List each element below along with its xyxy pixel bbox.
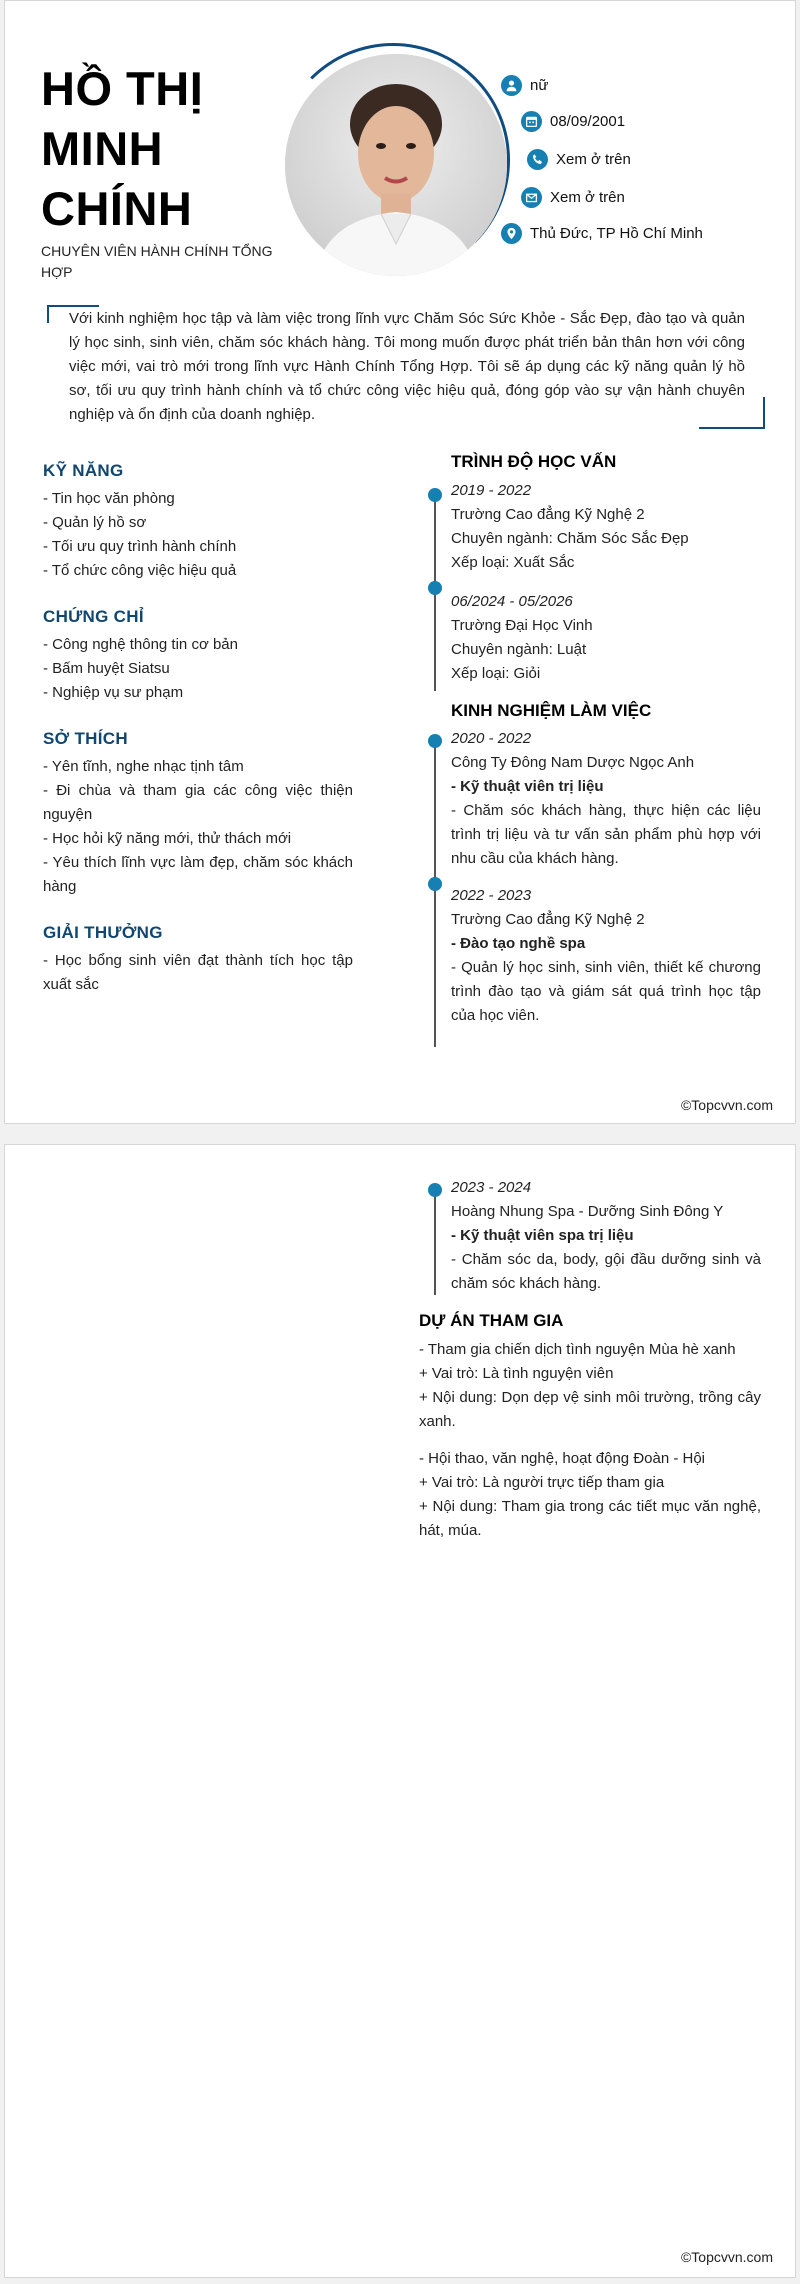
list-item: - Tối ưu quy trình hành chính [43,538,237,555]
contact-birthday [521,111,625,132]
timeline-dot [428,581,442,595]
cv-page-1 [4,0,796,1124]
entry-company: Hoàng Nhung Spa - Dưỡng Sinh Đông Y [451,1203,724,1220]
list-item: - Học bổng sinh viên đạt thành tích học tập xuất sắc [43,952,353,993]
email-icon [521,187,542,208]
experience-entry-1 [451,727,761,871]
list-item: - Nghiệp vụ sư phạm [43,684,184,701]
entry-description: - Chăm sóc khách hàng, thực hiện các liệu trình trị liệu và tư vấn sản phẩm phù hợp với nhu cầu của khách hàng. [451,802,761,867]
entry-date: 2019 - 2022 [451,482,532,499]
entry-grade: Xếp loại: Giỏi [451,665,541,682]
contact-address [501,223,703,244]
name-line-1: HỒ THỊ [41,62,204,115]
contact-phone [527,149,631,170]
entry-date: 2022 - 2023 [451,887,532,904]
list-item: - Yêu thích lĩnh vực làm đẹp, chăm sóc khách hàng [43,854,353,895]
entry-date: 06/2024 - 05/2026 [451,593,573,610]
cv-page-2 [4,1144,796,2278]
project-content: + Nội dung: Tham gia trong các tiết mục văn nghệ, hát, múa. [419,1498,761,1539]
footer-brand: ©Topcvvn.com [680,1097,773,1113]
project-entry-2 [419,1447,761,1543]
phone-value: Xem ở trên [556,151,631,168]
entry-role: - Kỹ thuật viên spa trị liệu [451,1227,634,1244]
location-icon [501,223,522,244]
skills-heading: KỸ NĂNG [43,461,124,480]
entry-school: Trường Cao đẳng Kỹ Nghệ 2 [451,506,645,523]
summary-section [47,305,765,429]
education-entry-2 [451,590,761,686]
timeline-dot [428,734,442,748]
job-title: CHUYÊN VIÊN HÀNH CHÍNH TỔNG HỢP [41,243,273,280]
entry-date: 2023 - 2024 [451,1179,532,1196]
email-value: Xem ở trên [550,189,625,206]
entry-description: - Chăm sóc da, body, gội đầu dưỡng sinh và chăm sóc khách hàng. [451,1251,761,1292]
name-line-3: CHÍNH [41,182,193,235]
full-name [41,59,281,239]
experience-timeline-line [434,1187,436,1295]
awards-section [43,923,353,997]
education-entry-1 [451,479,761,575]
entry-school: Trường Đại Học Vinh [451,617,593,634]
experience-entry-2 [451,884,761,1028]
avatar [285,54,507,276]
list-item: - Quản lý hồ sơ [43,514,147,531]
project-role: + Vai trò: Là tình nguyện viên [419,1365,614,1382]
entry-role: - Đào tạo nghề spa [451,935,586,952]
list-item: - Tổ chức công việc hiệu quả [43,562,237,579]
certificates-heading: CHỨNG CHỈ [43,607,144,626]
awards-heading: GIẢI THƯỞNG [43,923,163,942]
entry-role: - Kỹ thuật viên trị liệu [451,778,604,795]
birthday-value: 08/09/2001 [550,113,626,130]
project-name: - Hội thao, văn nghệ, hoạt động Đoàn - Hội [419,1450,706,1467]
name-line-2: MINH [41,122,164,175]
project-content: + Nội dung: Dọn dẹp vệ sinh môi trường, trồng cây xanh. [419,1389,761,1430]
entry-company: Trường Cao đẳng Kỹ Nghệ 2 [451,911,645,928]
calendar-icon [521,111,542,132]
entry-date: 2020 - 2022 [451,730,532,747]
entry-description: - Quản lý học sinh, sinh viên, thiết kế chương trình đào tạo và giám sát quá trình học tập của học viên. [451,959,761,1024]
entry-grade: Xếp loại: Xuất Sắc [451,554,575,571]
list-item: - Yên tĩnh, nghe nhạc tịnh tâm [43,758,244,775]
list-item: - Học hỏi kỹ năng mới, thử thách mới [43,830,292,847]
hobbies-heading: SỞ THÍCH [43,729,128,748]
list-item: - Bấm huyệt Siatsu [43,660,170,677]
timeline-dot [428,1183,442,1197]
project-entry-1 [419,1338,761,1434]
experience-entry-3 [451,1176,761,1296]
user-icon [501,75,522,96]
certificates-section [43,607,353,705]
timeline-dot [428,877,442,891]
list-item: - Tin học văn phòng [43,490,175,507]
skills-section [43,461,353,583]
entry-company: Công Ty Đông Nam Dược Ngọc Anh [451,754,695,771]
project-name: - Tham gia chiến dịch tình nguyện Mùa hè xanh [419,1341,736,1358]
timeline-dot [428,488,442,502]
gender-value: nữ [530,77,549,94]
contact-email [521,187,625,208]
summary-text: Với kinh nghiệm học tập và làm việc trong lĩnh vực Chăm Sóc Sức Khỏe - Sắc Đẹp, đào tạo và quản lý học sinh, sinh viên, chăm sóc khách hàng. Tôi mong muốn được phát triển bản thân hơn với công việc mới, vai trò mới trong lĩnh vực Hành Chính Tổng Hợp. Tôi sẽ áp dụng các kỹ năng quản lý hồ sơ, tối ưu quy trình hành chính và tổ chức công việc hiệu quả, đóng góp vào sự vận hành chuyên nghiệp và ổn định của doanh nghiệp. [69,310,745,423]
experience-heading: KINH NGHIỆM LÀM VIỆC [451,701,652,720]
experience-timeline-line [434,741,436,1047]
entry-major: Chuyên ngành: Luật [451,641,587,658]
list-item: - Đi chùa và tham gia các công việc thiện nguyện [43,782,353,823]
project-role: + Vai trò: Là người trực tiếp tham gia [419,1474,665,1491]
hobbies-section [43,729,353,899]
list-item: - Công nghệ thông tin cơ bản [43,636,238,653]
contact-gender [501,75,548,96]
footer-brand: ©Topcvvn.com [680,2249,773,2265]
education-heading: TRÌNH ĐỘ HỌC VẤN [451,452,617,471]
phone-icon [527,149,548,170]
address-value: Thủ Đức, TP Hồ Chí Minh [530,225,703,242]
projects-heading: DỰ ÁN THAM GIA [419,1311,564,1330]
entry-major: Chuyên ngành: Chăm Sóc Sắc Đẹp [451,530,689,547]
